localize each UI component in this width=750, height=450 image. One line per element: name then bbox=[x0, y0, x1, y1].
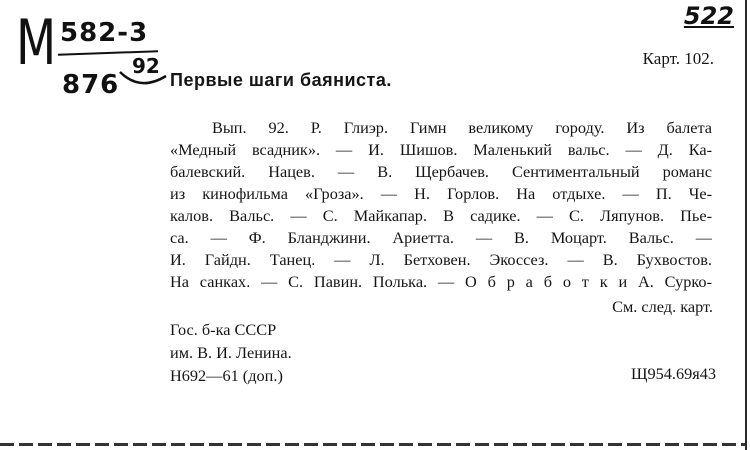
perforation-line bbox=[0, 443, 745, 446]
card-edge bbox=[745, 0, 747, 450]
handwritten-letter: М bbox=[16, 6, 57, 79]
library-name: Гос. б-ка СССР bbox=[170, 320, 277, 339]
shelf-code: Щ954.69я43 bbox=[631, 364, 716, 383]
contents-line: балевский. Нацев. — В. Щербачев. Сентиментальный романс bbox=[170, 162, 712, 181]
card-number: Карт. 102. bbox=[642, 49, 714, 68]
handwritten-denominator: 876 bbox=[62, 70, 120, 100]
contents-line: калов. Вальс. — С. Майкапар. В садике. — С. Ляпунов. Пье- bbox=[170, 206, 712, 225]
contents-line: са. — Ф. Бланджини. Ариетта. — В. Моцарт. Вальс. — bbox=[170, 228, 712, 247]
contents-line: «Медный всадник». — И. Шишов. Маленький вальс. — Д. Ка- bbox=[170, 140, 712, 159]
contents-line: из кинофильма «Гроза». — Н. Горлов. На отдыхе. — П. Че- bbox=[170, 184, 712, 203]
handwritten-corner-number: 522 bbox=[683, 2, 734, 30]
library-named-after: им. В. И. Ленина. bbox=[170, 343, 292, 362]
see-next-card: См. след. карт. bbox=[612, 297, 713, 316]
card-title: Первые шаги баяниста. bbox=[170, 70, 392, 90]
contents-line: Вып. 92. Р. Глиэр. Гимн великому городу. Из балета bbox=[212, 118, 712, 137]
handwritten-number: 582-3 bbox=[60, 18, 149, 48]
handwritten-swoop bbox=[118, 68, 170, 90]
handwritten-superscript: 92 bbox=[132, 54, 160, 78]
contents-line: На санках. — С. Павин. Полька. — О б р а б о т к и А. Сурко- bbox=[170, 272, 712, 291]
library-info bbox=[170, 318, 292, 387]
contents-text bbox=[170, 117, 712, 293]
print-code: Н692—61 (доп.) bbox=[170, 366, 283, 385]
contents-line: И. Гайдн. Танец. — Л. Бетховен. Экоссез. — В. Бухвостов. bbox=[170, 250, 712, 269]
